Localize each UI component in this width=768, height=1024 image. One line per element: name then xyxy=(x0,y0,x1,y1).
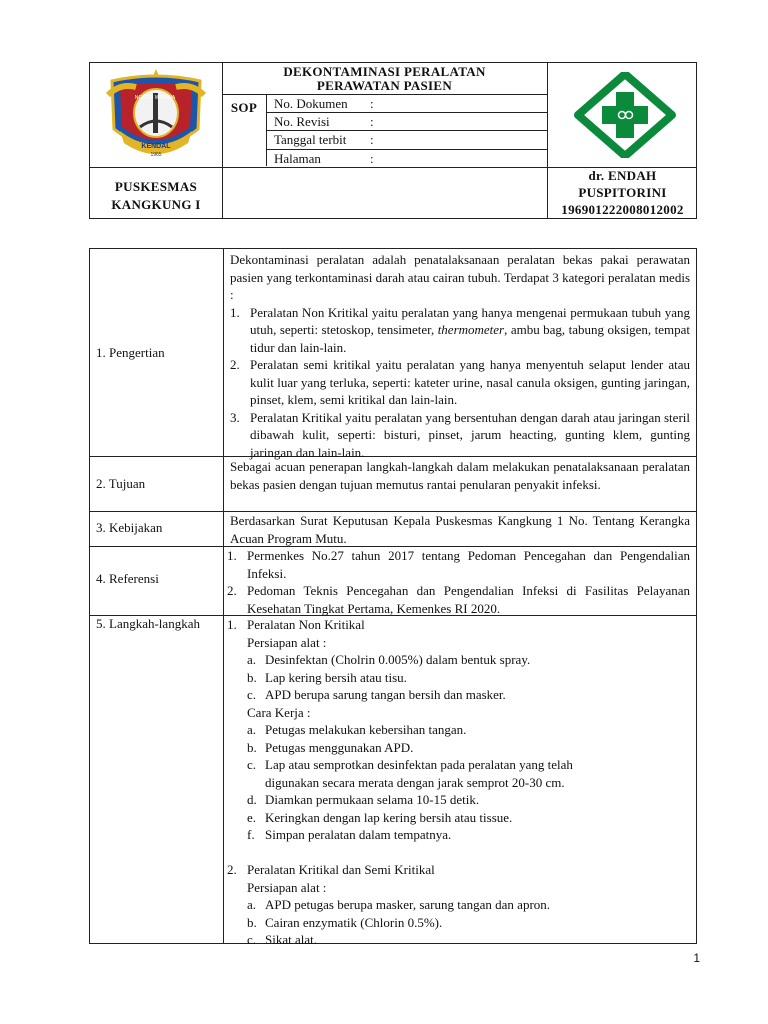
label-referensi: 4. Referensi xyxy=(96,571,159,586)
langkah-group-2-title: 2. Peralatan Kritikal dan Semi Kritikal xyxy=(227,862,435,877)
content-langkah: 1. Peralatan Non Kritikal Persiapan alat : a. Desinfektan (Cholrin 0.005%) dalam bentuk spray. b. Lap kering bersih atau tisu. c. APD berupa sarung tangan bersih dan masker. Cara Kerja : a. Petugas melakukan kebersihan tangan. b. Petugas menggunakan APD. c. Lap atau semprotkan desinfektan pada peralatan yang telah digunakan secara merata dengan jarak semprot 20-30 cm. d. Diamkan permukaan selama 10-15 detik. e. Keringkan dengan lap kering bersih atau tissue. f. Simpan peralatan dalam tempatnya. 2. Peralatan Kritikal dan Semi Kritikal Persiapan alat : a. APD petugas berupa masker, sarung tangan dan apron. b. Cairan enzymatik (Chlorin 0.5%). c. Sikat alat. xyxy=(227,616,690,949)
list-item: c. APD berupa sarung tangan bersih dan masker. xyxy=(247,687,506,702)
langkah-group-1-title: 1. Peralatan Non Kritikal xyxy=(227,617,365,632)
signer-block: dr. ENDAH PUSPITORINI 196901222008012002 xyxy=(561,168,684,217)
document-title: DEKONTAMINASI PERALATAN PERAWATAN PASIEN xyxy=(283,64,486,93)
list-item: f. Simpan peralatan dalam tempatnya. xyxy=(247,827,452,842)
list-item: d. Diamkan permukaan selama 10-15 detik. xyxy=(247,792,480,807)
page-number: 1 xyxy=(693,951,700,965)
label-kebijakan: 3. Kebijakan xyxy=(96,520,163,535)
meta-no-dokumen: No. Dokumen xyxy=(274,96,348,111)
label-pengertian: 1. Pengertian xyxy=(96,345,165,360)
list-item: c. Sikat alat. xyxy=(247,932,317,947)
list-item: e. Keringkan dengan lap kering bersih atau tissue. xyxy=(247,809,513,825)
list-item: a. APD petugas berupa masker, sarung tangan dan apron. xyxy=(247,897,551,912)
logo-motto: NGESTI WIBAWA xyxy=(134,95,176,101)
list-item: a. Desinfektan (Cholrin 0.005%) dalam bentuk spray. xyxy=(247,652,531,667)
list-item: b. Lap kering bersih atau tisu. xyxy=(247,669,407,685)
list-item: 3. Peralatan Kritikal yaitu peralatan yang bersentuhan dengan darah atau jaringan steril dibawah kulit, seperti: bisturi, pinset, jarum heacting, gunting klem, gunting jaringan dan lain-lain. xyxy=(230,409,690,460)
list-item: 1. Peralatan Non Kritikal yaitu peralatan yang hanya mengenai permukaan tubuh yang utuh, seperti: stetoskop, tensimeter, thermometer, ambu bag, tabung oksigen, tempat tidur dan lain-lain. xyxy=(230,304,690,355)
logo-year: 1965 xyxy=(150,152,162,158)
content-referensi xyxy=(227,547,690,617)
meta-no-revisi: No. Revisi xyxy=(274,114,330,129)
list-item: 2. Pedoman Teknis Pencegahan dan Pengendalian Infeksi di Fasilitas Pelayanan Kesehatan Tingkat Pertama, Kemenkes RI 2020. xyxy=(227,583,690,616)
sop-content-table xyxy=(89,248,697,947)
list-item: b. Cairan enzymatik (Chlorin 0.5%). xyxy=(247,914,443,930)
organization-name: PUSKESMAS KANGKUNG I xyxy=(111,179,201,212)
meta-tanggal-terbit: Tanggal terbit xyxy=(274,132,347,147)
puskesmas-logo xyxy=(574,72,676,158)
label-tujuan: 2. Tujuan xyxy=(96,476,146,491)
label-langkah: 5. Langkah-langkah xyxy=(96,616,200,631)
list-item: 2. Peralatan semi kritikal yaitu peralatan yang hanya menyentuh selaput lender atau kulit luar yang terluka, seperti: kateter urine, nasal canula oksigen, gunting jaringan, pinset, klem, semi kritikal dan lain-lain. xyxy=(230,357,690,407)
list-item: a. Petugas melakukan kebersihan tangan. xyxy=(247,722,467,737)
content-kebijakan: Berdasarkan Surat Keputusan Kepala Puskesmas Kangkung 1 No. Tentang Kerangka Acuan Program Mutu. xyxy=(230,513,690,546)
content-pengertian: Dekontaminasi peralatan adalah penatalaksanaan peralatan bekas pakai perawatan pasien yang terkontaminasi darah atau cairan tubuh. Terdapat 3 kategori peralatan medis : 1. Peralatan Non Kritikal yaitu peralatan yang hanya mengenai permukaan tubuh yang utuh, seperti: stetoskop, tensimeter, thermometer, ambu bag, tabung oksigen, tempat tidur dan lain-lain. 2. Peralatan semi kritikal yaitu peralatan yang hanya menyentuh selaput lender atau kulit luar yang terluka, seperti: kateter urine, nasal canula oksigen, gunting jaringan, pinset, klem, semi kritikal dan lain-lain. 3. Peralatan Kritikal yaitu peralatan yang bersentuhan dengan darah atau jaringan steril dibawah kulit, seperti: bisturi, pinset, jarum heacting, gunting klem, gunting jaringan dan lain-lain. xyxy=(230,252,690,460)
header-table: NGESTI WIBAWA KENDAL 1965 DEKONTAMINASI PERALATAN PERAWATAN PASIEN SOP No. Dokumen : No. Revisi : Tanggal terbit : Halaman : PUSKESMAS KANGKUNG I dr. ENDAH PUSPITORINI 196901222008012002 xyxy=(89,62,697,219)
list-item: 1. Permenkes No.27 tahun 2017 tentang Pedoman Pencegahan dan Pengendalian Infeksi. xyxy=(227,548,690,581)
list-item: b. Petugas menggunakan APD. xyxy=(247,739,414,755)
kendal-regency-logo xyxy=(100,67,212,165)
logo-kendal-text: KENDAL xyxy=(141,143,171,150)
sop-label: SOP xyxy=(230,100,258,115)
meta-halaman: Halaman xyxy=(274,151,321,166)
list-item: c. Lap atau semprotkan desinfektan pada peralatan yang telah digunakan secara merata dengan jarak semprot 20-30 cm. xyxy=(247,757,573,790)
content-tujuan: Sebagai acuan penerapan langkah-langkah dalam melakukan penatalaksanaan peralatan bekas pasien dengan tujuan memutus rantai penularan penyakit infeksi. xyxy=(230,459,690,492)
